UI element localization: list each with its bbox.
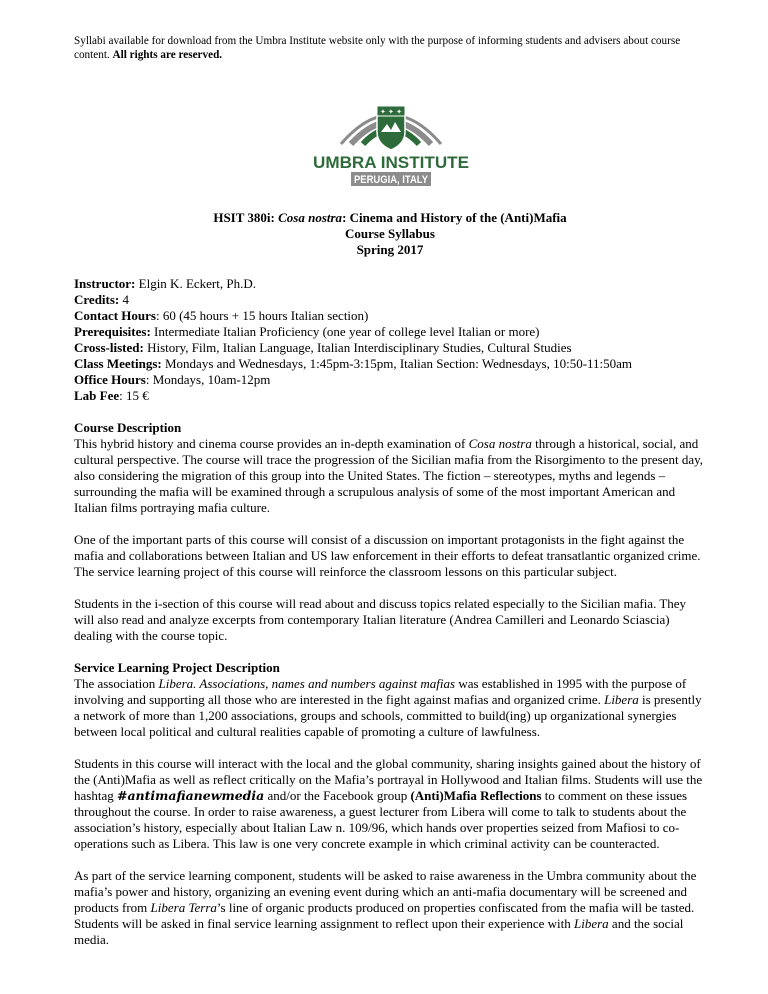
copyright-notice xyxy=(74,34,706,62)
text-italic: Libera xyxy=(604,692,639,707)
meta-value: : 15 € xyxy=(119,388,149,403)
service-learning-p3 xyxy=(74,868,706,948)
course-subtitle: Course Syllabus xyxy=(345,226,435,241)
meta-label: Contact Hours xyxy=(74,308,156,323)
course-description-p3: Students in the i-section of this course will read about and discuss topics related especially to the Sicilian mafia. They will also read and analyze excerpts from contemporary Italian literature (Andrea Camilleri and Leonardo Sciascia) dealing with the course topic. xyxy=(74,596,687,643)
notice-text: Syllabi available for download from the Umbra Institute website only with the purpose of informing students and advisers about course content. xyxy=(74,35,681,61)
meta-value: 4 xyxy=(119,292,130,307)
text: through a historical, social, and cultural perspective. The course will trace the progression of the Sicilian mafia from the Risorgimento to the present day, also considering the migration of this group into the United States. The fiction – stereotypes, myths and legends – surrounding the mafia will be examined through a scrupulous analysis of some of the most important American and Italian films portraying mafia culture. xyxy=(74,436,703,515)
service-learning-heading: Service Learning Project Description xyxy=(74,660,280,675)
text: As part of the service learning component, students will be asked to raise awareness in the Umbra community about the mafia’s power and history, organizing an evening event during which an anti-mafia documentary will be screened and products from xyxy=(74,868,697,915)
service-learning-p1 xyxy=(74,676,706,740)
meta-contact-hours xyxy=(74,308,706,324)
course-title xyxy=(74,210,706,226)
text: is presently a network of more than 1,200 associations, groups and schools, committed to build(ing) up organizational synergies between local political and cultural realities capable of promoting a culture of lawfulness. xyxy=(74,692,702,739)
text: was established in 1995 with the purpose of involving and supporting all those who are interested in the fight against mafias and organized crime. xyxy=(74,676,687,707)
syllabus-page xyxy=(74,34,706,948)
umbra-institute-logo xyxy=(311,102,471,192)
service-learning-p2 xyxy=(74,756,706,852)
course-title-rest: : Cinema and History of the (Anti)Mafia xyxy=(342,210,567,225)
text: and the social media. xyxy=(74,916,684,947)
svg-text:✦ ✦ ✦: ✦ ✦ ✦ xyxy=(379,108,403,116)
meta-instructor xyxy=(74,276,706,292)
logo-name: UMBRA INSTITUTE xyxy=(313,153,469,172)
meta-label: Lab Fee xyxy=(74,388,120,403)
meta-label: Prerequisites: xyxy=(74,324,151,339)
course-description-p2: One of the important parts of this course will consist of a discussion on important protagonists in the fight against the mafia and collaborations between Italian and US law enforcement in their efforts to defeat transatlantic organized crime. The service learning project of this course will reinforce the classroom lessons on this particular subject. xyxy=(74,532,701,579)
text: to comment on these issues throughout the course. In order to raise awareness, a guest lecturer from Libera will come to talk to students about the association’s history, especially about Italian Law n. 109/96, which hands over properties seized from Mafiosi to co-operations such as Libera. This law is one very concrete example in which criminal activity can be counteracted. xyxy=(74,788,688,851)
text-italic: Libera xyxy=(574,916,609,931)
facebook-group-name: (Anti)Mafia Reflections xyxy=(410,788,542,803)
text: This hybrid history and cinema course provides an in-depth examination of xyxy=(74,436,469,451)
text: ’s line of organic products produced on properties confiscated from the mafia will be tasted. Students will be asked in final service learning assignment to reflect upon their experience with xyxy=(74,900,695,931)
meta-class-meetings xyxy=(74,356,706,372)
text: Students in this course will interact with the local and the global community, sharing insights gained about the history of the (Anti)Mafia as well as reflect critically on the Mafia’s portrayal in Hollywood and Italian films. Students will use the hashtag xyxy=(74,756,703,803)
logo-location: PERUGIA, ITALY xyxy=(354,174,429,186)
meta-office-hours xyxy=(74,372,706,388)
course-meta xyxy=(74,276,706,404)
notice-rights: All rights are reserved. xyxy=(112,49,223,61)
text: The association xyxy=(74,676,159,691)
meta-value: : 60 (45 hours + 15 hours Italian section) xyxy=(155,308,369,323)
meta-value: Intermediate Italian Proficiency (one year of college level Italian or more) xyxy=(150,324,540,339)
meta-label: Credits: xyxy=(74,292,120,307)
text: and/or the Facebook group xyxy=(264,788,411,803)
meta-credits xyxy=(74,292,706,308)
meta-label: Class Meetings: xyxy=(74,356,162,371)
meta-label: Cross-listed: xyxy=(74,340,144,355)
course-description-p1 xyxy=(74,436,706,516)
meta-value: Elgin K. Eckert, Ph.D. xyxy=(135,276,256,291)
course-title-italic: Cosa nostra xyxy=(278,210,343,225)
meta-cross-listed xyxy=(74,340,706,356)
meta-lab-fee xyxy=(74,388,706,404)
course-description-heading: Course Description xyxy=(74,420,182,435)
meta-value: : Mondays, 10am-12pm xyxy=(145,372,271,387)
text-italic: Libera. Associations, names and numbers against mafias xyxy=(158,676,456,691)
text-italic: Libera Terra xyxy=(150,900,217,915)
hashtag: #antimafianewmedia xyxy=(116,788,265,803)
meta-label: Office Hours xyxy=(74,372,146,387)
course-title-block xyxy=(74,210,706,258)
course-term: Spring 2017 xyxy=(356,242,424,257)
meta-value: Mondays and Wednesdays, 1:45pm-3:15pm, Italian Section: Wednesdays, 10:50-11:50am xyxy=(161,356,633,371)
meta-value: History, Film, Italian Language, Italian Interdisciplinary Studies, Cultural Studies xyxy=(143,340,572,355)
text-italic: Cosa nostra xyxy=(468,436,532,451)
meta-label: Instructor: xyxy=(74,276,136,291)
meta-prerequisites xyxy=(74,324,706,340)
course-code: HSIT 380i: xyxy=(213,210,279,225)
